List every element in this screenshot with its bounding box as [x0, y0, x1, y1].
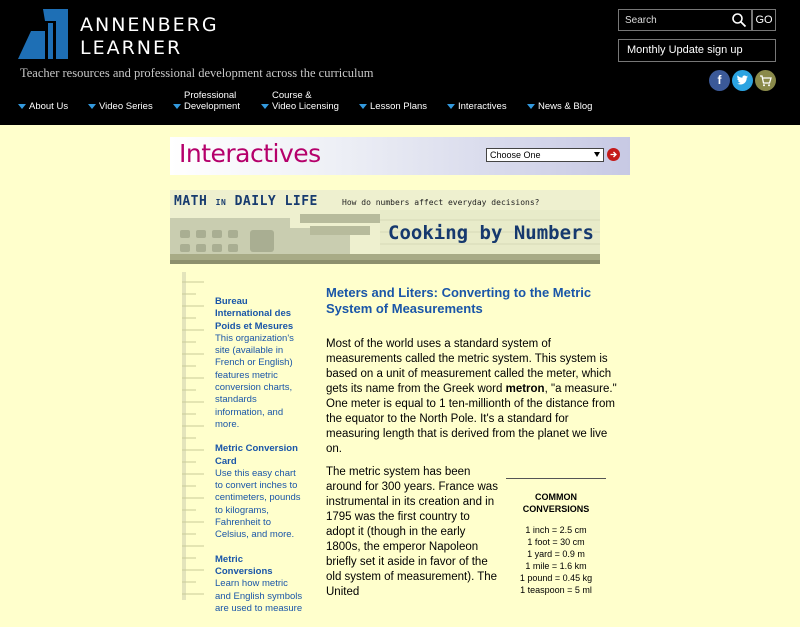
nav-label: News & Blog	[538, 101, 593, 112]
paragraph-text: Most of the world uses a standard system of measurements called the metric system. This system is based on a unit of measurement called the meter, which gets its name from the Greek word	[326, 338, 612, 395]
banner-title-math: MATH	[174, 194, 208, 209]
logo-text-learner[interactable]: LEARNER	[80, 37, 183, 59]
sidebar-item-bipm	[215, 296, 303, 431]
nav-arrow-icon	[447, 104, 455, 109]
site-header	[0, 0, 800, 125]
nav-lesson-plans[interactable]	[359, 101, 427, 112]
content-column	[170, 137, 630, 614]
nav-video-series[interactable]	[88, 101, 153, 112]
banner-title-daily-life: DAILY LIFE	[234, 194, 318, 209]
conversion-item: 1 pound = 0.45 kg	[519, 573, 593, 583]
chevron-down-icon	[594, 152, 600, 157]
conversions-divider	[506, 478, 606, 479]
nav-label-line2: Development	[184, 101, 240, 112]
article-paragraph-2: The metric system has been around for 300 years. France was instrumental in its creation and in 1795 was the first country to adopt it (though in the early 1800s, the emperor Napoleon briefly set it aside in favor of the old system of measurement). The United	[326, 466, 498, 598]
twitter-button[interactable]	[732, 70, 753, 91]
nav-label: Interactives	[458, 101, 507, 112]
interactives-title[interactable]: Interactives	[179, 139, 321, 168]
conversion-item: 1 inch = 2.5 cm	[525, 525, 587, 535]
common-conversions-box	[506, 478, 606, 596]
nav-interactives[interactable]	[447, 101, 507, 112]
sidebar-link[interactable]: Metric Conversion Card	[215, 443, 298, 467]
paragraph-bold-term: metron	[505, 383, 545, 395]
nav-arrow-icon	[359, 104, 367, 109]
sidebar-link[interactable]: Bureau International des Poids et Mesures	[215, 296, 294, 332]
conversion-item: 1 yard = 0.9 m	[527, 549, 585, 559]
logo-text-annenberg[interactable]: ANNENBERG	[80, 14, 219, 36]
monthly-update-signup-button[interactable]: Monthly Update sign up	[618, 39, 776, 62]
interactives-header-bar	[170, 137, 630, 175]
math-in-daily-life-banner	[170, 190, 600, 264]
conversions-title: COMMON CONVERSIONS	[522, 492, 590, 514]
nav-label-line1: Course &	[272, 90, 312, 101]
nav-about-us[interactable]	[18, 101, 68, 112]
paragraph-text: , "a measure." One meter is equal to 1 ten-millionth of the distance from the equator to the North Pole. It's a standard for measuring length that is derived from the planet we live on.	[326, 383, 617, 455]
article-paragraph-1	[326, 337, 620, 457]
related-links-sidebar	[215, 296, 303, 627]
article	[326, 285, 620, 598]
banner-title-in: IN	[215, 198, 227, 207]
conversion-item: 1 foot = 30 cm	[527, 537, 585, 547]
nav-course-video-licensing[interactable]	[261, 90, 339, 112]
nav-label: Lesson Plans	[370, 101, 428, 112]
nav-arrow-icon	[261, 104, 269, 109]
nav-professional-development[interactable]	[173, 90, 240, 112]
arrow-right-icon	[607, 148, 620, 161]
nav-label-line2: Video Licensing	[272, 101, 339, 112]
banner-topic-title: Cooking by Numbers	[388, 222, 594, 244]
facebook-button[interactable]	[709, 70, 730, 91]
nav-arrow-icon	[173, 104, 181, 109]
conversion-item: 1 teaspoon = 5 ml	[520, 585, 592, 595]
sidebar-item-conversion-card	[215, 443, 303, 541]
search-go-button[interactable]: GO	[752, 9, 776, 31]
banner-question: How do numbers affect everyday decisions?	[342, 198, 540, 207]
sidebar-item-metric-conversions	[215, 554, 303, 615]
interactives-select[interactable]	[486, 148, 604, 162]
select-go-arrow-button[interactable]	[607, 148, 620, 161]
nav-label: About Us	[29, 101, 69, 112]
select-value: Choose One	[490, 150, 541, 160]
facebook-icon: f	[717, 73, 722, 87]
cart-button[interactable]	[755, 70, 776, 91]
conversion-item: 1 mile = 1.6 km	[525, 561, 587, 571]
cart-icon	[755, 70, 776, 91]
sidebar-description: Learn how metric and English symbols are used to measure	[215, 578, 303, 614]
nav-news-blog[interactable]	[527, 101, 592, 112]
annenberg-logo-icon[interactable]	[18, 9, 68, 59]
nav-label: Video Series	[99, 101, 153, 112]
nav-label-line1: Professional	[184, 90, 237, 101]
tagline: Teacher resources and professional development across the curriculum	[20, 66, 374, 80]
sidebar-description: This organization's site (available in French or English) features metric conversion charts, standards information, and more.	[215, 332, 294, 430]
nav-arrow-icon	[88, 104, 96, 109]
nav-arrow-icon	[18, 104, 26, 109]
sidebar-link[interactable]: Metric Conversions	[215, 553, 273, 577]
banner-title	[174, 194, 318, 209]
ruler-decoration	[170, 272, 210, 600]
twitter-icon	[732, 70, 753, 91]
conversions-list	[506, 524, 606, 596]
nav-arrow-icon	[527, 104, 535, 109]
sidebar-description: Use this easy chart to convert inches to centimeters, pounds to kilograms, Fahrenheit to Celsius, and more.	[215, 467, 301, 541]
article-title: Meters and Liters: Converting to the Metric System of Measurements	[326, 285, 592, 316]
search-icon[interactable]	[731, 12, 747, 28]
